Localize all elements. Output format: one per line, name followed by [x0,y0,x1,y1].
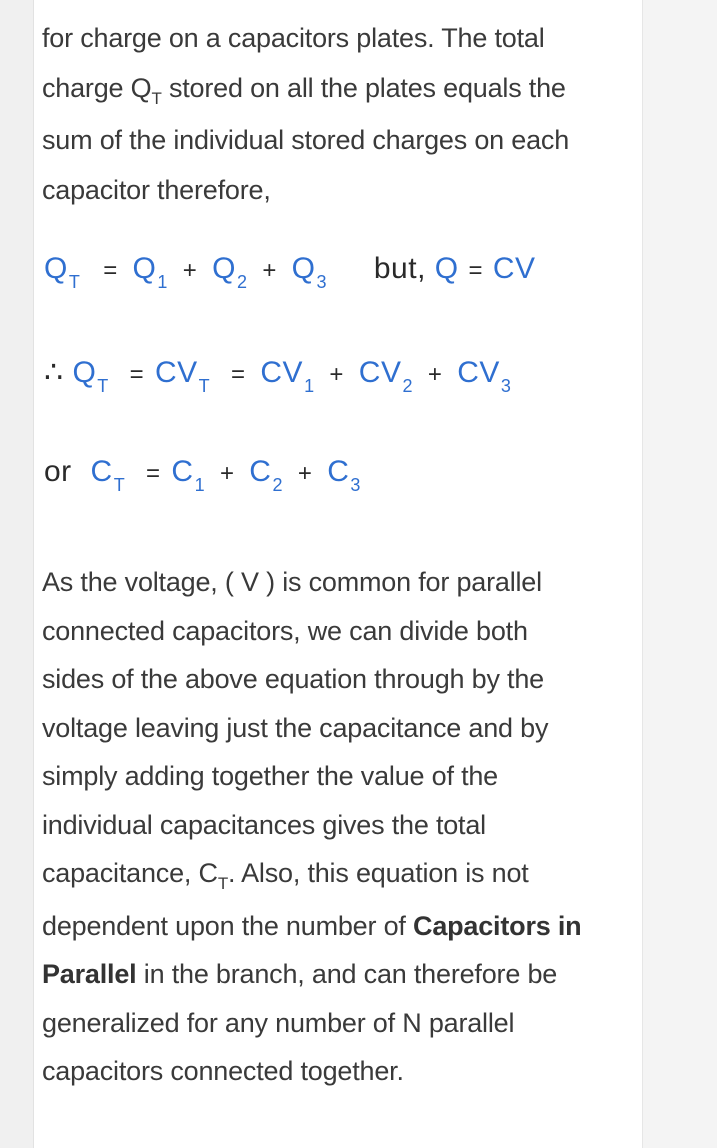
text-line [42,849,632,902]
bold-term: Capacitors in [413,910,582,941]
text-line: capacitors connected together. [42,1056,404,1086]
symbol: CV [358,356,402,389]
text-fragment: dependent upon the number of [42,910,414,941]
paragraph-explanation [42,558,632,1096]
text-fragment: capacitance, C [42,858,218,888]
paragraph-intro [42,14,632,215]
subscript: T [198,376,211,396]
symbol: CV [260,356,304,389]
text-line [42,64,632,117]
subscript: 1 [304,376,315,396]
text-fragment: but, [373,252,426,285]
symbol: C [171,455,194,488]
subscript: 1 [194,475,206,495]
text-line: As the voltage, ( V ) is common for parallel [42,567,542,597]
operator: = [468,257,483,284]
symbol: Q [72,356,97,389]
symbol: Q [212,252,236,285]
symbol: Q [291,252,316,285]
operator: + [329,361,344,388]
text-line: sides of the above equation through by the [42,664,544,694]
bold-term: Parallel [42,959,137,989]
subscript: T [151,88,162,108]
symbol: C [90,455,113,488]
equation-capacitance-sum [44,455,361,495]
equation-cv [44,355,512,396]
symbol: Q [132,252,157,285]
operator: = [146,460,161,487]
subscript: T [113,475,126,495]
operator: + [427,361,443,388]
right-margin [642,0,717,1148]
text-line [42,902,632,951]
subscript: T [68,272,81,292]
symbol: CV [457,356,500,389]
subscript: 3 [350,475,361,495]
operator: + [262,257,277,284]
subscript: 2 [402,376,413,396]
subscript: 2 [236,272,248,292]
symbol: CV [154,356,198,389]
subscript: 3 [500,376,512,396]
text-line: individual capacitances gives the total [42,809,486,840]
symbol: Q [44,252,68,285]
therefore-symbol: ∴ [44,356,64,389]
text-line [42,950,632,999]
text-line: capacitor therefore, [42,174,271,205]
text-fragment: stored on all the plates equals the [161,72,566,103]
operator: = [129,361,145,388]
text-fragment: or [44,455,72,488]
subscript: 1 [157,272,168,292]
operator: + [219,460,235,487]
text-fragment: charge Q [42,72,152,103]
text-line: connected capacitors, we can divide both [42,615,528,646]
operator: = [231,361,246,388]
operator: + [182,257,198,284]
text-line: generalized for any number of N parallel [42,1007,515,1038]
symbol: C [249,455,272,488]
text-line: sum of the individual stored charges on each [42,125,570,155]
text-line: voltage leaving just the capacitance and by [42,712,549,743]
text-line: for charge on a capacitors plates. The total [42,23,545,53]
operator: + [297,460,313,487]
subscript: T [97,376,109,396]
symbol: C [327,455,350,488]
equation-charge-sum [44,252,536,292]
subscript: 3 [316,272,328,292]
operator: = [103,257,118,284]
text-fragment: . Also, this equation is not [228,858,529,888]
text-line: simply adding together the value of the [42,761,498,791]
text-fragment: in the branch, and can therefore be [136,959,558,989]
symbol: CV [492,252,536,285]
symbol: Q [434,252,459,285]
subscript: T [217,874,228,893]
subscript: 2 [272,475,283,495]
